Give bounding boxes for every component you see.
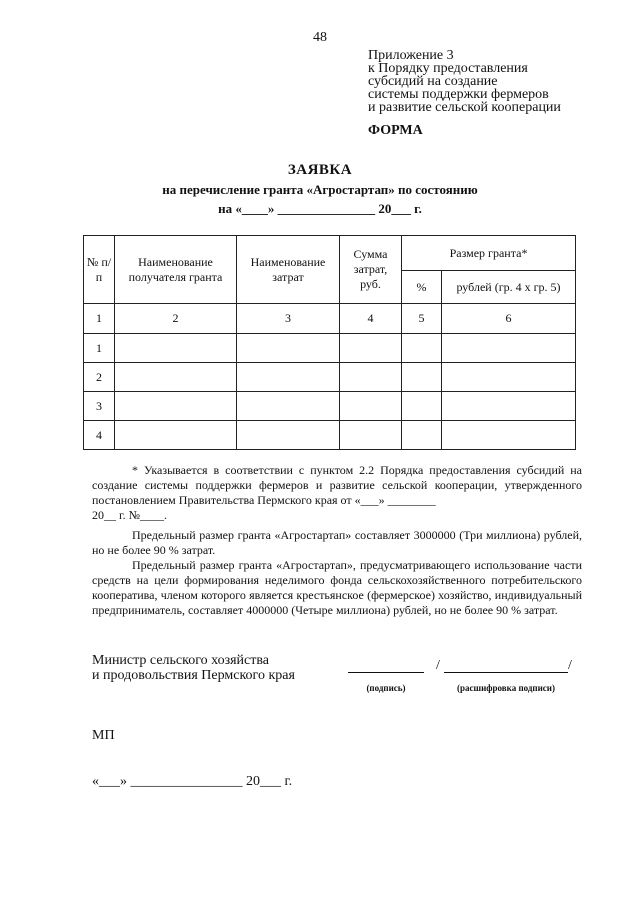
appendix-line: к Порядку предоставления [368,61,528,76]
stamp-date-line: «___» ________________ 20___ г. [92,774,293,789]
table-row [84,392,576,421]
footnote-text: * Указывается в соответствии с пунктом 2.2 Порядка предоставления субсидий на создание системы поддержки фермеров и развитие сельской кооперации, утвержденного постановлением Правительства Пермского края от «___» ________ [92,463,582,507]
table-cell[interactable] [115,334,237,363]
table-cell[interactable] [340,392,402,421]
grant-table [83,235,576,450]
slash-left: / [436,658,440,673]
row-number: 2 [84,363,115,392]
footnote-text-end: 20__ г. №____. [92,508,168,522]
table-cell[interactable] [402,421,442,450]
appendix-line: Приложение 3 [368,48,454,63]
grant-limit-text: Предельный размер гранта «Агростартап» составляет 3000000 (Три миллиона) рублей, но не более 90 % затрат. [92,528,582,557]
slash-right: / [568,658,572,673]
table-cell[interactable] [442,421,576,450]
table-cell[interactable] [402,363,442,392]
appendix-line: и развитие сельской кооперации [368,100,561,115]
form-label: ФОРМА [368,123,423,138]
page-number: 48 [313,30,327,45]
table-cell[interactable] [340,334,402,363]
document-title: ЗАЯВКА [287,162,353,178]
document-subtitle: на перечисление гранта «Агростартап» по состоянию [162,182,478,197]
table-cell[interactable] [402,392,442,421]
table-row [84,334,576,363]
table-cell[interactable] [442,392,576,421]
appendix-block [368,49,561,114]
table-cell[interactable] [340,421,402,450]
table-cell[interactable] [442,363,576,392]
table-cell[interactable] [115,363,237,392]
table-cell[interactable] [237,363,340,392]
table-row [84,363,576,392]
header-costs-sum: Сумма затрат, руб. [340,236,402,304]
appendix-line: системы поддержки фермеров [368,87,549,102]
table-cell[interactable] [237,392,340,421]
table-cell[interactable] [237,334,340,363]
table-cell[interactable] [340,363,402,392]
header-num: № п/п [84,236,115,304]
table-cell[interactable] [442,334,576,363]
header-percent: % [402,271,442,304]
column-number: 1 [84,304,115,334]
table-cell[interactable] [115,421,237,450]
column-number-row [84,304,576,334]
header-rubles: рублей (гр. 4 х гр. 5) [442,271,576,304]
header-recipient: Наименование получателя гранта [115,236,237,304]
signatory-position [92,653,295,683]
header-grant-size: Размер гранта* [402,236,576,271]
position-line: и продовольствия Пермского края [92,668,295,683]
table-cell[interactable] [237,421,340,450]
grant-limit-paragraph-2 [92,558,582,618]
column-number: 5 [402,304,442,334]
signature-decode-line[interactable] [444,672,568,673]
column-number: 4 [340,304,402,334]
table-cell[interactable] [115,392,237,421]
signature-caption: (подпись) [366,683,406,693]
position-line: Министр сельского хозяйства [92,653,269,668]
grant-limit-paragraph [92,528,582,558]
document-date-line: на «____» _______________ 20___ г. [218,201,422,216]
column-number: 2 [115,304,237,334]
row-number: 3 [84,392,115,421]
decode-caption: (расшифровка подписи) [457,683,555,693]
footnote [92,463,582,523]
appendix-line: субсидий на создание [368,74,498,89]
row-number: 4 [84,421,115,450]
table-row [84,421,576,450]
stamp-place: МП [92,728,115,743]
grant-limit-text-2: Предельный размер гранта «Агростартап», предусматривающего использование части средств на цели формирования неделимого фонда сельскохозяйственного потребительского кооператива, членом которого является крестьянское (фермерское) хозяйство, индивидуальный предприниматель, составляет 4000000 (Четыре миллиона) рублей, но не более 90 % затрат. [92,558,582,617]
row-number: 1 [84,334,115,363]
header-costs-name: Наименование затрат [237,236,340,304]
table-cell[interactable] [402,334,442,363]
signature-line[interactable] [348,672,424,673]
column-number: 3 [237,304,340,334]
column-number: 6 [442,304,576,334]
